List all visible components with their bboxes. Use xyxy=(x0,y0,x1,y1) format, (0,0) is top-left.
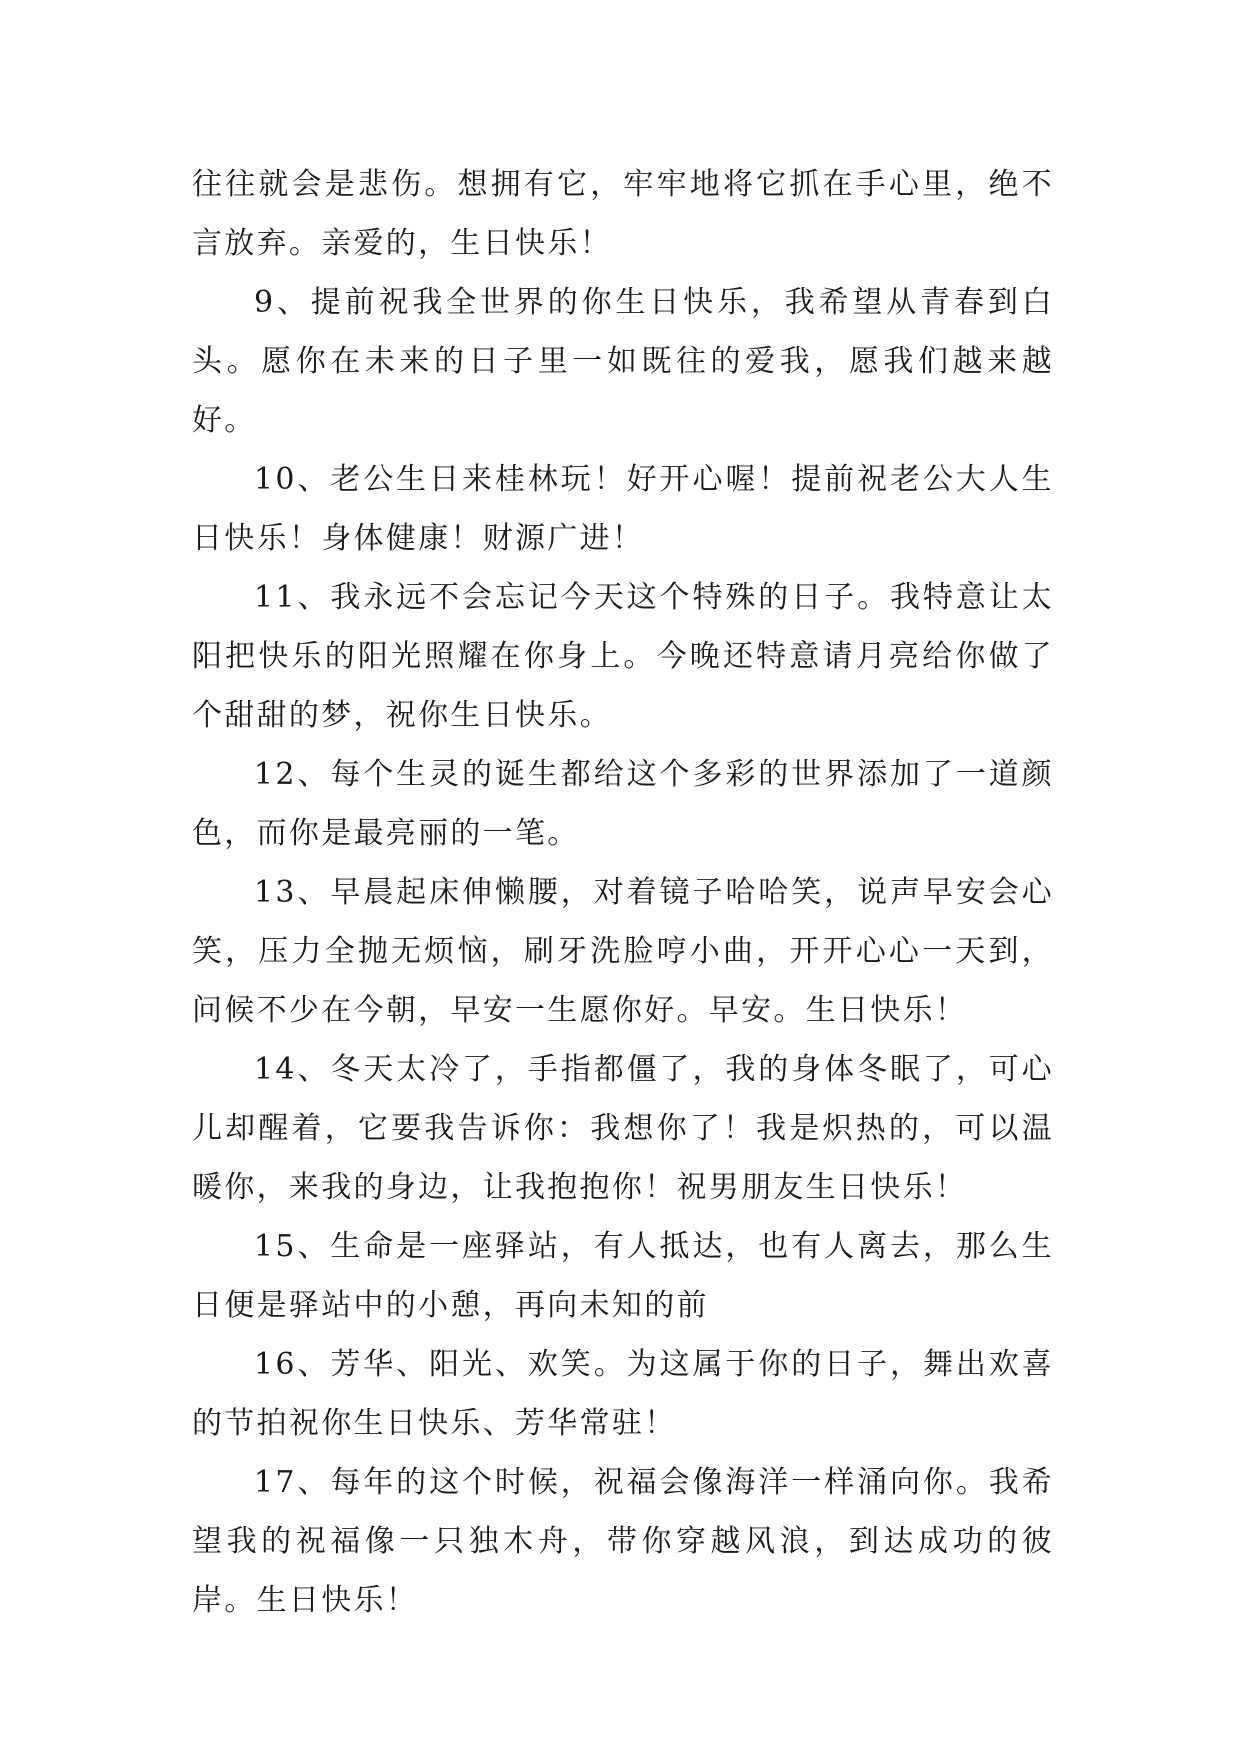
paragraph-item-14: 14、冬天太冷了，手指都僵了，我的身体冬眠了，可心儿却醒着，它要我告诉你：我想你了！我是炽热的，可以温暖你，来我的身边，让我抱抱你！祝男朋友生日快乐！ xyxy=(192,1052,1054,1205)
paragraph-item-16: 16、芳华、阳光、欢笑。为这属于你的日子，舞出欢喜的节拍祝你生日快乐、芳华常驻！ xyxy=(192,1347,1054,1441)
paragraph-item-15: 15、生命是一座驿站，有人抵达，也有人离去，那么生日便是驿站中的小憩，再向未知的前 xyxy=(192,1229,1054,1323)
paragraph-item-17: 17、每年的这个时候，祝福会像海洋一样涌向你。我希望我的祝福像一只独木舟，带你穿越风浪，到达成功的彼岸。生日快乐！ xyxy=(192,1465,1054,1618)
paragraph-item-13: 13、早晨起床伸懒腰，对着镜子哈哈笑，说声早安会心笑，压力全抛无烦恼，刷牙洗脸哼小曲，开开心心一天到，问候不少在今朝，早安一生愿你好。早安。生日快乐！ xyxy=(192,875,1054,1028)
paragraph-item-12: 12、每个生灵的诞生都给这个多彩的世界添加了一道颜色，而你是最亮丽的一笔。 xyxy=(192,757,1054,851)
paragraph-item-9: 9、提前祝我全世界的你生日快乐，我希望从青春到白头。愿你在未来的日子里一如既往的爱我，愿我们越来越好。 xyxy=(192,285,1054,438)
paragraph-continuation: 往往就会是悲伤。想拥有它，牢牢地将它抓在手心里，绝不言放弃。亲爱的，生日快乐！ xyxy=(192,167,1054,261)
document-body xyxy=(192,155,1054,1630)
paragraph-item-10: 10、老公生日来桂林玩！好开心喔！提前祝老公大人生日快乐！身体健康！财源广进！ xyxy=(192,462,1054,556)
paragraph-item-11: 11、我永远不会忘记今天这个特殊的日子。我特意让太阳把快乐的阳光照耀在你身上。今晚还特意请月亮给你做了个甜甜的梦，祝你生日快乐。 xyxy=(192,580,1054,733)
